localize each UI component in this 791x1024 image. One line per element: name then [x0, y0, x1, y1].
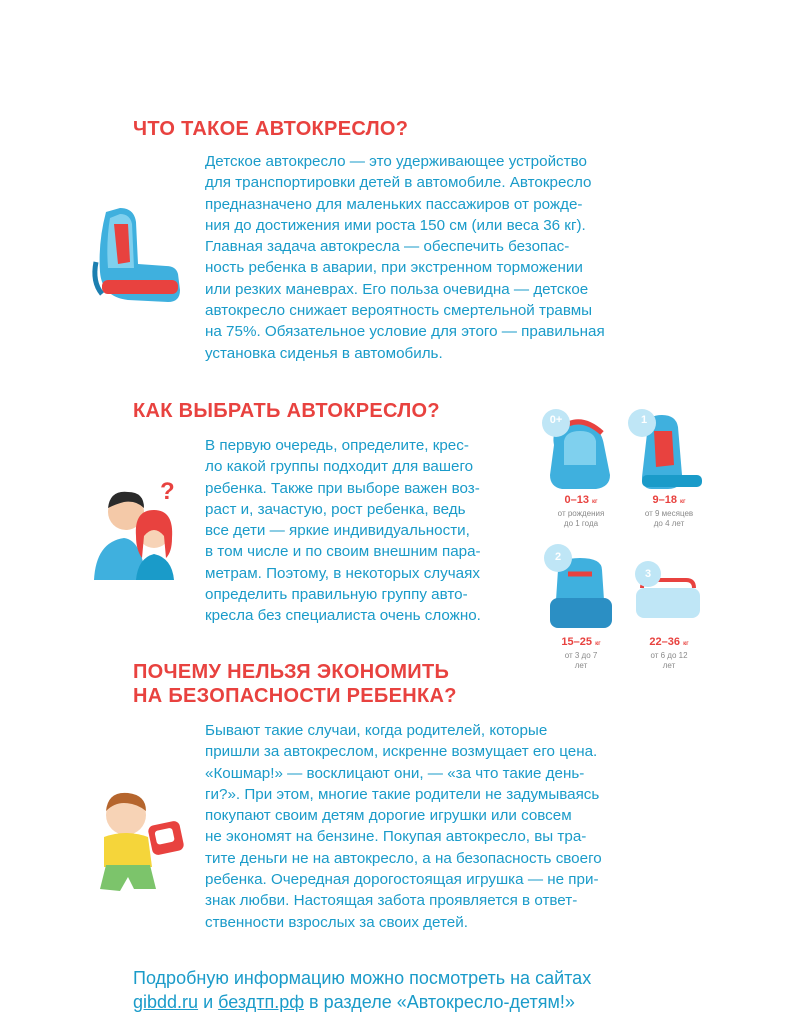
footer-line-2: gibdd.ru и бездтп.рф в разделе «Автокресло-детям!» [133, 992, 575, 1012]
group-1-badge: 1 [640, 414, 648, 426]
group-0-label: 0–13 кг от рождения до 1 года [557, 494, 605, 528]
section-2-title: КАК ВЫБРАТЬ АВТОКРЕСЛО? [133, 400, 440, 422]
child-with-toy-illustration [90, 785, 190, 905]
section-3-title: ПОЧЕМУ НЕЛЬЗЯ ЭКОНОМИТЬ НА БЕЗОПАСНОСТИ РЕБЕНКА? [133, 661, 457, 707]
section-1-text: Детское автокресло — это удерживающее устройство для транспортировки детей в автомобиле. Автокресло предназначено для маленьких пассажиров от рожде- ния до достижения ими роста 150 см (или веса 36 кг). Главная задача автокресла — обеспечить безопас- ность ребенка в аварии, при экстренном торможении или резких маневрах. Его польза очевидна — детское автокресло снижает вероятность смертельной травмы на 75%. Обязательное условие для этого — правильная установка сиденья в автомобиль. [205, 153, 605, 362]
group-1-label: 9–18 кг от 9 месяцев до 4 лет [644, 494, 694, 528]
bezdtp-link[interactable]: бездтп.рф [218, 992, 305, 1012]
section-3-text: Бывают такие случаи, когда родителей, которые пришли за автокреслом, искренне возмущает его цена. «Кошмар!» — восклицают они, — «за что такие день- ги?». При этом, многие такие родители не задумываясь покупают своим детям дорогие игрушки или совсем не экономят на бензине. Покупая автокресло, вы тра- тите деньги не на автокресло, а на безопасность своего ребенка. Очередная дорогостоящая игрушка — не при- знак любви. Настоящая забота проявляется в ответ- ственности взрослых за своих детей. [205, 722, 602, 931]
section-2-text: В первую очередь, определите, крес- ло какой группы подходит для вашего ребенка. Также при выборе важен воз- раст и, зачастую, рост ребенка, ведь все дети — яркие индивидуальности, в том числе и по своим внешним пара- метрам. Поэтому, в некоторых случаях определить правильную группу авто- кресла без специалиста очень сложно. [205, 437, 481, 625]
section-1-title: ЧТО ТАКОЕ АВТОКРЕСЛО? [133, 118, 409, 140]
group-3-badge: 3 [644, 568, 652, 580]
car-seat-illustration [88, 202, 183, 312]
footer-info [133, 966, 591, 1014]
question-mark: ? [160, 478, 175, 505]
group-3-label: 22–36 кг от 6 до 12 лет [649, 636, 689, 670]
footer-line-1: Подробную информацию можно посмотреть на сайтах [133, 968, 592, 988]
group-2-label: 15–25 кг от 3 до 7 лет [561, 636, 601, 670]
group-2-badge: 2 [554, 551, 562, 563]
group-0-badge: 0+ [549, 414, 563, 426]
gibdd-link[interactable]: gibdd.ru [133, 992, 199, 1012]
